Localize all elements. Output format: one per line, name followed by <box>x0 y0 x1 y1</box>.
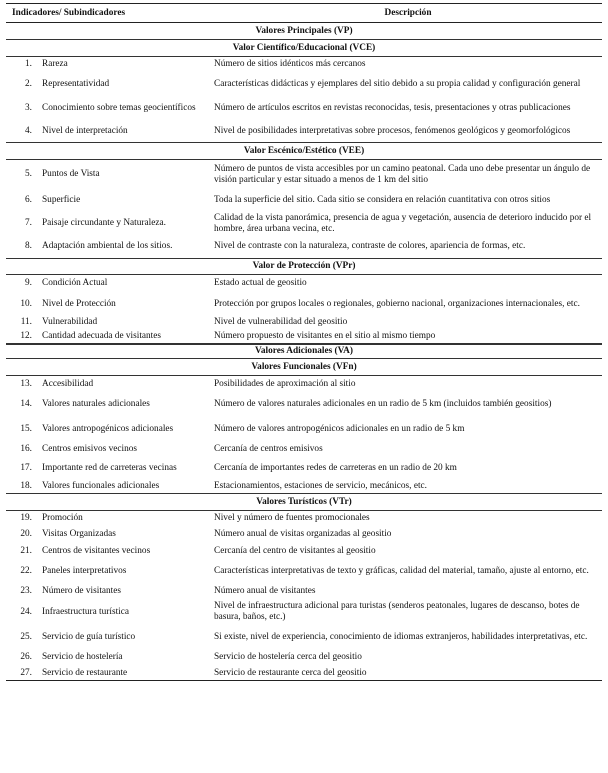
row-indicator: Centros emisivos vecinos <box>42 444 138 455</box>
table-row <box>6 559 602 583</box>
main-title: Valores Principales (VP) <box>6 23 602 40</box>
table-row <box>6 625 602 649</box>
row-number: 3. <box>25 102 32 113</box>
row-indicator: Valores funcionales adicionales <box>42 481 160 492</box>
row-indicator: Servicio de restaurante <box>42 667 128 678</box>
row-number: 1. <box>25 59 32 70</box>
row-description: Número de puntos de vista accesibles por un camino peatonal. Cada uno debe presentar un ángulo de visión particular y estar situado a menos de 1 km del sitio <box>214 163 591 185</box>
row-number: 17. <box>20 463 32 474</box>
section-title: Valores Funcionales (VFn) <box>6 359 602 376</box>
section-title: Valores Adicionales (VA) <box>6 344 602 359</box>
row-description: Nivel de vulnerabilidad del geositio <box>214 317 348 328</box>
table-row <box>6 480 602 494</box>
row-indicator: Importante red de carreteras vecinas <box>42 463 177 474</box>
row-description: Servicio de restaurante cerca del geositio <box>214 667 367 678</box>
row-description: Nivel de posibilidades interpretativas sobre procesos, fenómenos geológicos y geomorfológicos <box>214 125 571 136</box>
row-indicator: Valores naturales adicionales <box>42 398 150 409</box>
row-indicator: Servicio de guía turístico <box>42 631 136 642</box>
row-indicator: Número de visitantes <box>42 585 122 596</box>
row-number: 13. <box>20 378 32 389</box>
table-row <box>6 96 602 120</box>
table-row <box>6 329 602 344</box>
table-row <box>6 599 602 625</box>
table-row <box>6 292 602 316</box>
table-row <box>6 543 602 559</box>
table-row <box>6 189 602 212</box>
row-description: Número de sitios idénticos más cercanos <box>214 59 366 70</box>
table-row <box>6 275 602 292</box>
row-description: Nivel de infraestructura adicional para turistas (senderos peatonales, lugares de descanso, botes de basura, baños, etc.) <box>214 601 580 622</box>
row-number: 12. <box>20 330 32 341</box>
row-description: Número anual de visitas organizadas al geositio <box>214 529 392 540</box>
row-indicator: Vulnerabilidad <box>42 317 98 328</box>
section-title: Valores Turísticos (VTr) <box>6 494 602 511</box>
row-indicator: Infraestructura turística <box>42 606 129 617</box>
row-indicator: Servicio de hostelería <box>42 652 123 663</box>
row-indicator: Valores antropogénicos adicionales <box>42 423 174 434</box>
row-number: 8. <box>25 241 32 252</box>
table-header <box>6 3 602 23</box>
row-indicator: Accesibilidad <box>42 378 94 389</box>
header-description: Descripción <box>384 7 432 18</box>
table-row <box>6 235 602 259</box>
row-indicator: Cantidad adecuada de visitantes <box>42 330 162 341</box>
row-description: Posibilidades de aproximación al sitio <box>214 378 356 389</box>
row-number: 9. <box>25 278 32 289</box>
table-row <box>6 457 602 480</box>
row-description: Cercanía de importantes redes de carreteras en un radio de 20 km <box>214 463 457 474</box>
table-body <box>6 40 602 681</box>
row-indicator: Paisaje circundante y Naturaleza. <box>42 218 166 229</box>
table-row <box>6 416 602 442</box>
row-number: 26. <box>20 652 32 663</box>
row-description: Nivel de contraste con la naturaleza, contraste de colores, apariencia de formas, etc. <box>214 241 526 252</box>
row-indicator: Adaptación ambiental de los sitios. <box>42 241 173 252</box>
row-number: 25. <box>20 631 32 642</box>
table-row <box>6 666 602 681</box>
row-indicator: Conocimiento sobre temas geocientíficos <box>42 102 196 113</box>
header-indicators: Indicadores/ Subindicadores <box>12 7 126 18</box>
row-number: 7. <box>25 218 32 229</box>
row-description: Características interpretativas de texto y gráficas, calidad del material, tamaño, ajuste al entorno, etc. <box>214 565 589 576</box>
row-description: Número anual de visitantes <box>214 585 316 596</box>
indicators-table <box>6 3 602 681</box>
table-row <box>6 376 602 392</box>
row-number: 11. <box>20 317 32 328</box>
table-row <box>6 160 602 189</box>
row-description: Servicio de hostelería cerca del geositio <box>214 652 362 663</box>
row-description: Características didácticas y ejemplares del sitio debido a su propia calidad y configuración general <box>214 78 581 89</box>
row-number: 10. <box>20 298 32 309</box>
row-indicator: Representatividad <box>42 78 110 89</box>
table-row <box>6 511 602 526</box>
table-row <box>6 442 602 457</box>
row-number: 15. <box>20 423 32 434</box>
row-indicator: Rareza <box>42 59 68 70</box>
row-number: 24. <box>20 606 32 617</box>
row-description: Número de artículos escritos en revistas reconocidas, tesis, presentaciones y otras publicaciones <box>214 102 571 113</box>
row-number: 22. <box>20 565 32 576</box>
section-title: Valor Escénico/Estético (VEE) <box>6 143 602 160</box>
row-number: 23. <box>20 585 32 596</box>
row-number: 20. <box>20 529 32 540</box>
section-title: Valor Científico/Educacional (VCE) <box>6 40 602 57</box>
table-row <box>6 583 602 599</box>
row-number: 4. <box>25 125 32 136</box>
row-indicator: Superficie <box>42 195 81 206</box>
row-description: Número de valores naturales adicionales en un radio de 5 km (incluidos también geositios) <box>214 398 552 409</box>
row-number: 16. <box>20 444 32 455</box>
row-indicator: Nivel de interpretación <box>42 125 128 136</box>
row-indicator: Paneles interpretativos <box>42 565 127 576</box>
row-description: Estacionamientos, estaciones de servicio, mecánicos, etc. <box>214 481 427 492</box>
row-description: Número de valores antropogénicos adicionales en un radio de 5 km <box>214 423 465 434</box>
row-number: 19. <box>20 513 32 524</box>
section-title: Valor de Protección (VPr) <box>6 259 602 275</box>
table-row <box>6 57 602 72</box>
row-indicator: Nivel de Protección <box>42 298 116 309</box>
table-row <box>6 212 602 235</box>
row-description: Protección por grupos locales o regionales, gobierno nacional, organizaciones internacionales, etc. <box>214 298 580 309</box>
row-number: 27. <box>20 667 32 678</box>
row-indicator: Condición Actual <box>42 278 108 289</box>
row-indicator: Centros de visitantes vecinos <box>42 545 151 556</box>
row-description: Número propuesto de visitantes en el sitio al mismo tiempo <box>214 330 436 341</box>
table-row <box>6 316 602 329</box>
table-row <box>6 120 602 143</box>
row-number: 2. <box>25 78 32 89</box>
row-description: Si existe, nivel de experiencia, conocimiento de idiomas extranjeros, habilidades interpretativas, etc. <box>214 631 588 642</box>
row-indicator: Visitas Organizadas <box>42 529 116 540</box>
row-description: Nivel y número de fuentes promocionales <box>214 513 370 524</box>
row-description: Calidad de la vista panorámica, presencia de agua y vegetación, ausencia de deterioro inducido por el hombre, área urbana vecina, etc. <box>214 212 592 234</box>
table-row <box>6 392 602 416</box>
row-number: 14. <box>20 398 32 409</box>
row-description: Cercanía del centro de visitantes al geositio <box>214 545 376 556</box>
row-number: 21. <box>20 545 32 556</box>
row-number: 6. <box>25 195 32 206</box>
row-number: 18. <box>20 481 32 492</box>
row-description: Cercanía de centros emisivos <box>214 444 323 455</box>
table-row <box>6 526 602 543</box>
row-indicator: Puntos de Vista <box>42 169 100 180</box>
row-number: 5. <box>25 169 32 180</box>
row-indicator: Promoción <box>42 513 83 524</box>
row-description: Toda la superficie del sitio. Cada sitio se considera en relación cuantitativa con otros sitios <box>214 195 551 206</box>
table-row <box>6 649 602 666</box>
table-row <box>6 72 602 96</box>
row-description: Estado actual de geositio <box>214 278 307 289</box>
